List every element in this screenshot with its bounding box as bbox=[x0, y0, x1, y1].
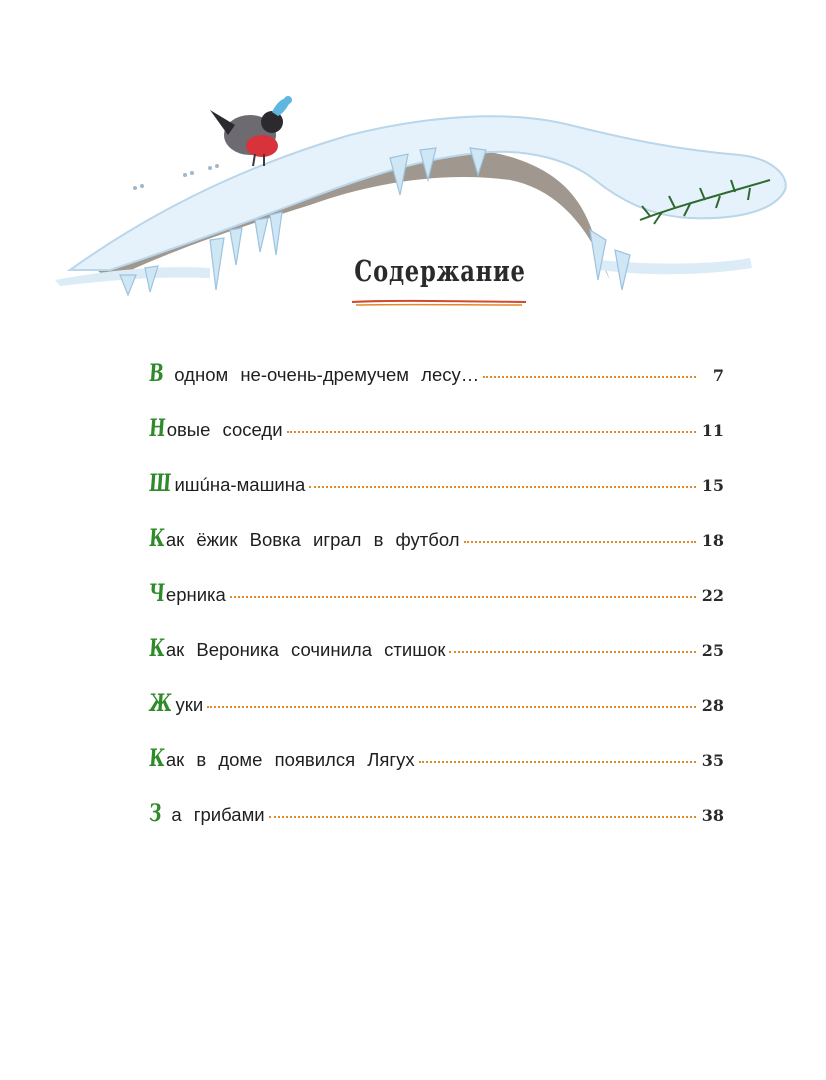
dot-leader bbox=[287, 431, 696, 433]
toc-initial: З bbox=[148, 798, 163, 827]
toc-title: ак в доме появился Лягух bbox=[165, 749, 415, 770]
toc-page-number: 28 bbox=[701, 696, 724, 715]
table-of-contents bbox=[148, 358, 724, 853]
toc-initial: К bbox=[148, 743, 166, 772]
toc-initial: Ч bbox=[148, 578, 166, 607]
toc-title: ерника bbox=[165, 584, 226, 605]
toc-item[interactable] bbox=[148, 743, 724, 798]
toc-title: одном не-очень-дремучем лесу… bbox=[174, 364, 480, 385]
page-title: Содержание bbox=[354, 254, 526, 288]
dot-leader bbox=[309, 486, 695, 488]
footprints-icon bbox=[133, 164, 219, 190]
toc-page-number: 22 bbox=[701, 586, 724, 605]
toc-page-number: 15 bbox=[701, 476, 724, 495]
toc-page-number: 38 bbox=[701, 806, 724, 825]
toc-item[interactable] bbox=[148, 633, 724, 688]
bullfinch-icon bbox=[210, 96, 292, 166]
toc-item[interactable] bbox=[148, 413, 724, 468]
toc-title: ак Вероника сочинила стишок bbox=[165, 639, 446, 660]
toc-initial: К bbox=[148, 523, 166, 552]
toc-page-number: 35 bbox=[701, 751, 724, 770]
title-underline-icon bbox=[352, 299, 526, 307]
toc-initial: К bbox=[148, 633, 166, 662]
dot-leader bbox=[464, 541, 696, 543]
toc-title: ак ёжик Вовка играл в футбол bbox=[165, 529, 460, 550]
dot-leader bbox=[207, 706, 696, 708]
toc-page-number: 11 bbox=[701, 421, 724, 440]
dot-leader bbox=[449, 651, 695, 653]
dot-leader bbox=[230, 596, 696, 598]
dot-leader bbox=[419, 761, 696, 763]
toc-title: овые соседи bbox=[166, 419, 283, 440]
dot-leader bbox=[483, 376, 696, 378]
toc-title: а грибами bbox=[171, 804, 265, 825]
toc-page-number: 7 bbox=[712, 366, 724, 385]
toc-title: ишúна-машина bbox=[174, 474, 306, 495]
toc-page-number: 25 bbox=[701, 641, 724, 660]
toc-initial: В bbox=[148, 358, 165, 387]
toc-item[interactable] bbox=[148, 523, 724, 578]
dot-leader bbox=[269, 816, 696, 818]
toc-initial: Н bbox=[148, 413, 167, 442]
toc-item[interactable] bbox=[148, 688, 724, 743]
toc-page-number: 18 bbox=[701, 531, 724, 550]
toc-initial: Ш bbox=[148, 468, 173, 497]
toc-item[interactable] bbox=[148, 798, 724, 853]
toc-item[interactable] bbox=[148, 578, 724, 633]
snow-cap-icon bbox=[70, 116, 786, 270]
toc-initial: Ж bbox=[148, 688, 173, 717]
toc-item[interactable] bbox=[148, 358, 724, 413]
toc-title: уки bbox=[175, 694, 204, 715]
toc-item[interactable] bbox=[148, 468, 724, 523]
